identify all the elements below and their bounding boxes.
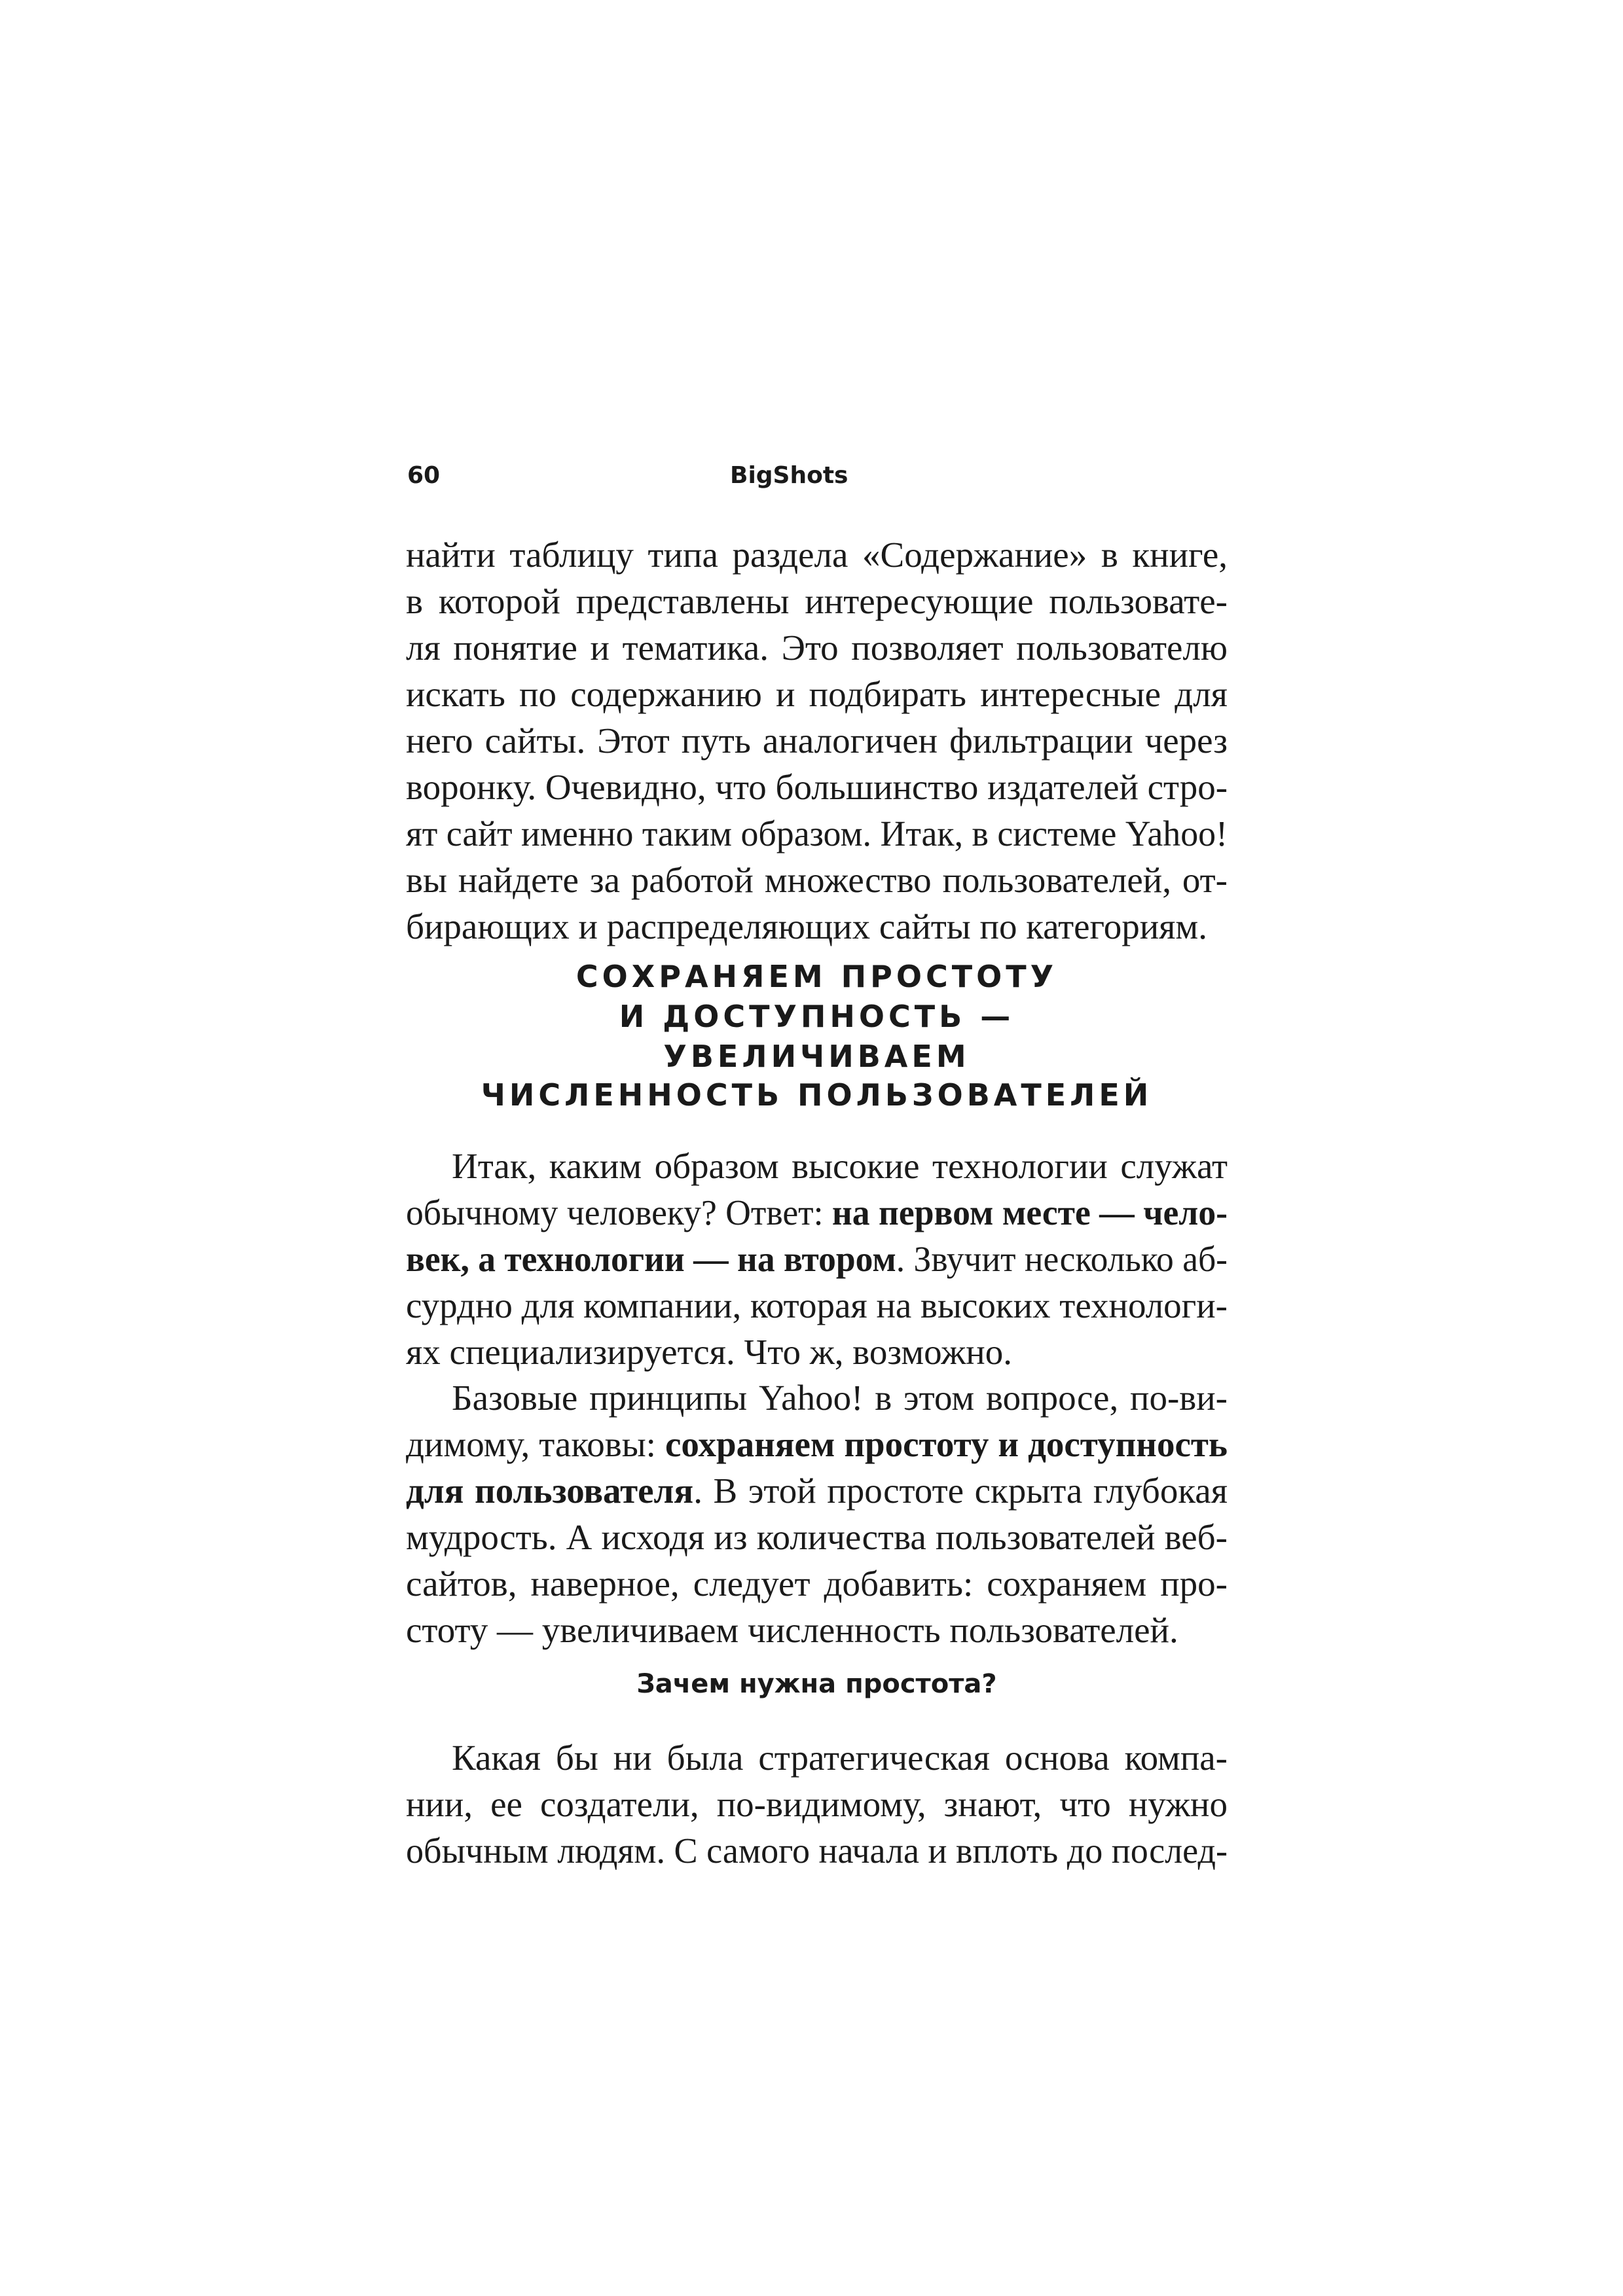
- text-line: [406, 1831, 1228, 1871]
- text-line: [406, 628, 1228, 668]
- text-line: [406, 1785, 1228, 1824]
- text-line: [406, 768, 1228, 807]
- text-run: найти таблицу типа раздела «Содержание» в книге,: [406, 535, 1228, 575]
- text-run: него сайты. Этот путь аналогичен фильтрации через: [406, 721, 1228, 761]
- text-line: [406, 535, 1228, 575]
- text-line: [406, 814, 1228, 853]
- text-run: бирающих и распределяющих сайты по категориям.: [406, 906, 1207, 946]
- text-line: [406, 1333, 1012, 1372]
- bold-text: на первом месте — чело-: [831, 1193, 1228, 1232]
- text-run: сурдно для компании, которая на высоких технологи-: [406, 1285, 1228, 1325]
- text-line: [452, 1147, 1228, 1186]
- text-run: Какая бы ни была стратегическая основа компа-: [452, 1738, 1228, 1778]
- text-run: . В этой простоте скрыта глубокая: [693, 1471, 1228, 1511]
- text-line: [406, 1425, 1228, 1464]
- page-number: 60: [407, 462, 441, 489]
- text-run: сайтов, наверное, следует добавить: сохраняем про-: [406, 1564, 1228, 1604]
- text-run: ят сайт именно таким образом. Итак, в системе Yahoo!: [406, 814, 1228, 853]
- text-line: [406, 675, 1228, 714]
- text-run: Базовые принципы Yahoo! в этом вопросе, по-ви-: [452, 1378, 1228, 1418]
- text-run: ях специализируется. Что ж, возможно.: [406, 1332, 1012, 1372]
- text-run: димому, таковы:: [406, 1424, 665, 1464]
- bold-text: для пользователя: [406, 1471, 694, 1511]
- text-line: [452, 1378, 1228, 1418]
- text-run: Итак, каким образом высокие технологии служат: [452, 1146, 1228, 1186]
- bold-text: век, а технологии — на втором: [406, 1239, 896, 1279]
- text-run: в которой представлены интересующие пользовате-: [406, 581, 1228, 621]
- section-heading-line: УВЕЛИЧИВАЕМ: [663, 1039, 970, 1074]
- text-line: [406, 1240, 1228, 1279]
- text-line: [406, 861, 1228, 900]
- text-run: обычным людям. С самого начала и вплоть до послед-: [406, 1831, 1228, 1871]
- text-run: воронку. Очевидно, что большинство издателей стро-: [406, 767, 1228, 807]
- section-heading-line: И ДОСТУПНОСТЬ —: [619, 999, 1015, 1034]
- text-line: [406, 907, 1207, 946]
- text-run: вы найдете за работой множество пользователей, от-: [406, 860, 1228, 900]
- running-title: BigShots: [730, 462, 848, 489]
- text-run: нии, ее создатели, по-видимому, знают, что нужно: [406, 1784, 1228, 1824]
- text-run: ля понятие и тематика. Это позволяет пользователю: [406, 628, 1228, 668]
- text-line: [406, 1286, 1228, 1325]
- text-line: [406, 1193, 1228, 1232]
- text-line: [406, 1611, 1178, 1650]
- text-line: [406, 721, 1228, 761]
- text-run: . Звучит несколько аб-: [896, 1239, 1228, 1279]
- text-run: обычному человеку? Ответ:: [406, 1193, 832, 1232]
- text-line: [406, 1518, 1228, 1557]
- text-line: [406, 1564, 1228, 1604]
- text-line: [452, 1738, 1228, 1778]
- section-heading-line: СОХРАНЯЕМ ПРОСТОТУ: [575, 959, 1058, 994]
- bold-text: сохраняем простоту и доступность: [665, 1424, 1228, 1464]
- text-line: [406, 1471, 1228, 1511]
- text-run: искать по содержанию и подбирать интересные для: [406, 674, 1228, 714]
- text-run: мудрость. А исходя из количества пользователей веб-: [406, 1517, 1228, 1557]
- text-line: [406, 582, 1228, 621]
- subheading: Зачем нужна простота?: [636, 1669, 997, 1699]
- text-run: стоту — увеличиваем численность пользователей.: [406, 1610, 1178, 1650]
- section-heading-line: ЧИСЛЕННОСТЬ ПОЛЬЗОВАТЕЛЕЙ: [481, 1077, 1153, 1113]
